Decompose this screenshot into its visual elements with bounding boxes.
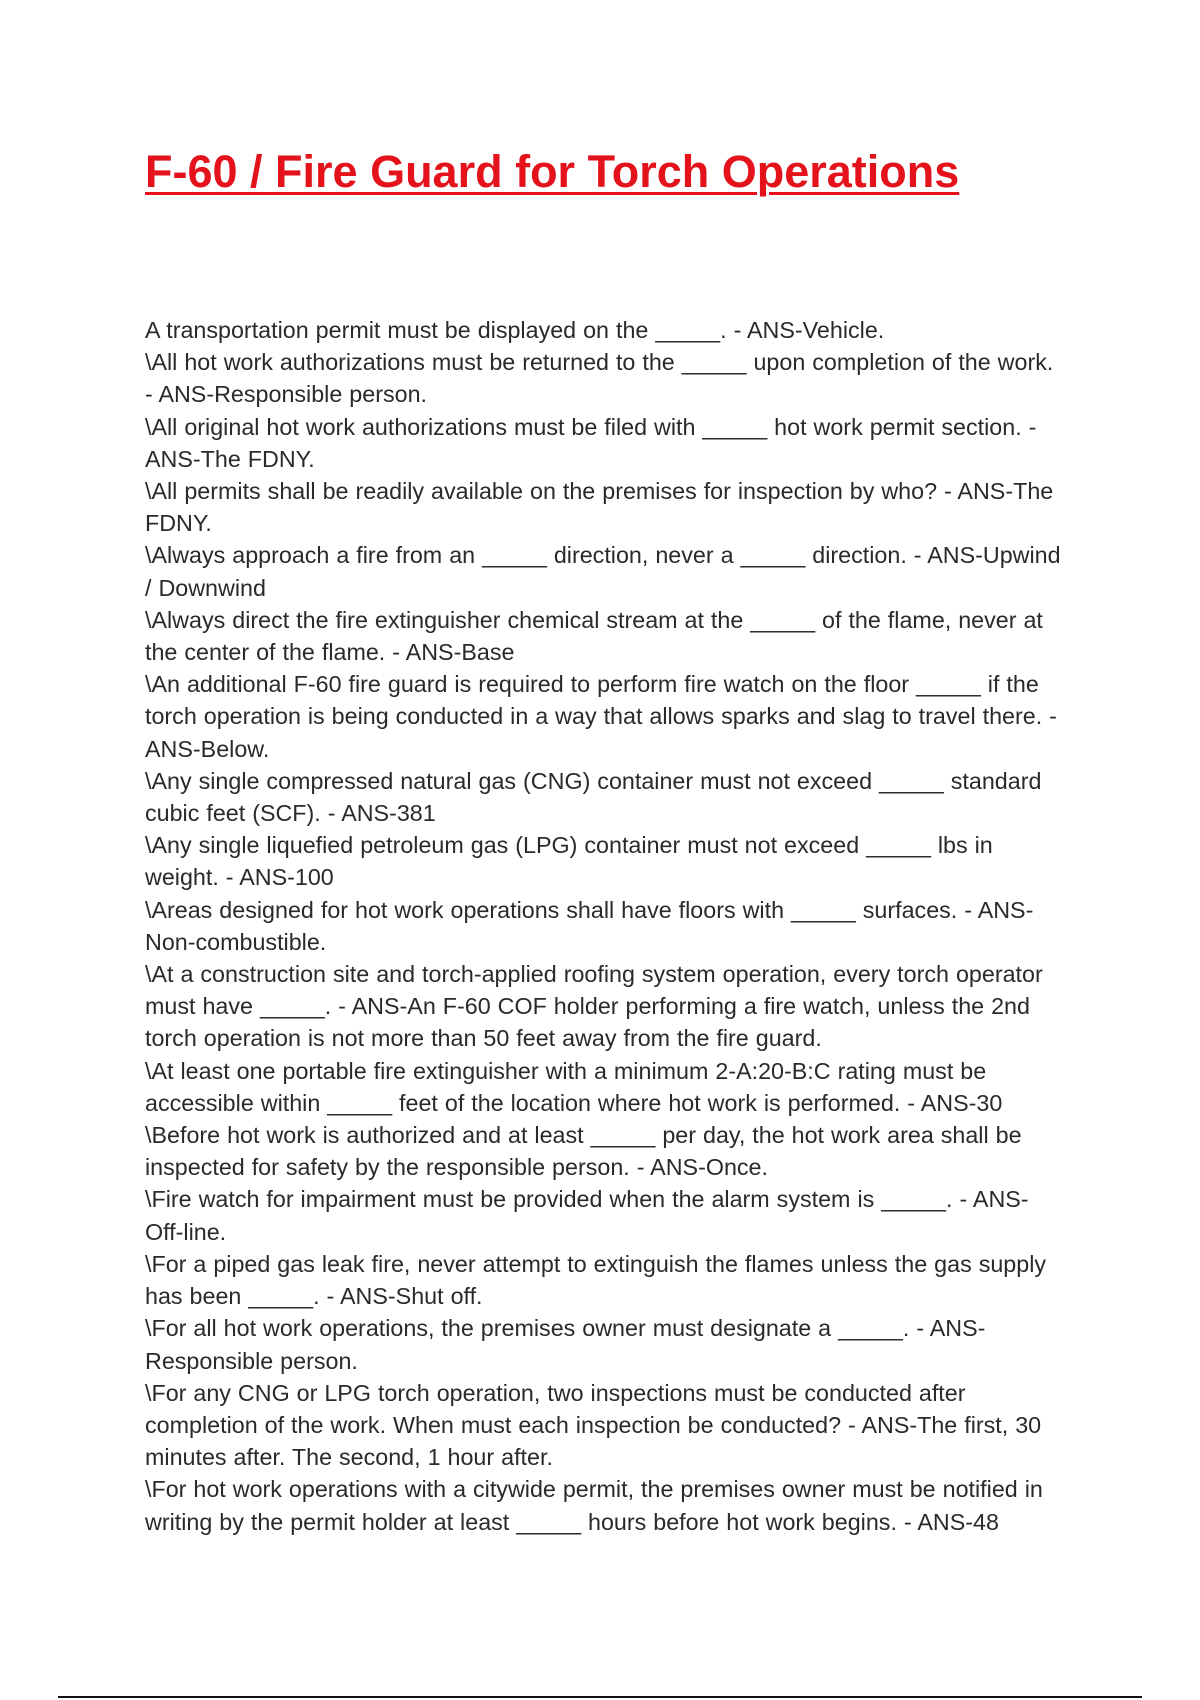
qa-item: \For a piped gas leak fire, never attempt to extinguish the flames unless the gas supply has been _____. - ANS-Shut off.	[145, 1250, 1047, 1310]
qa-item: A transportation permit must be displayed on the _____. - ANS-Vehicle.	[145, 317, 885, 343]
qa-item: \For any CNG or LPG torch operation, two inspections must be conducted after completion of the work. When must each inspection be conducted? - ANS-The first, 30 minutes after. The second, 1 hour after.	[145, 1379, 1042, 1471]
question-answer-list	[145, 314, 1065, 1538]
qa-item: \Before hot work is authorized and at least _____ per day, the hot work area shall be inspected for safety by the responsible person. - ANS-Once.	[145, 1122, 1022, 1181]
footer-divider	[58, 1696, 1142, 1698]
qa-item: \Areas designed for hot work operations shall have floors with _____ surfaces. - ANS-Non-combustible.	[145, 896, 1034, 955]
qa-item: \All original hot work authorizations must be filed with _____ hot work permit section. - ANS-The FDNY.	[145, 413, 1037, 472]
qa-item: \All permits shall be readily available on the premises for inspection by who? - ANS-The FDNY.	[145, 478, 1054, 537]
qa-item: \Always direct the fire extinguisher chemical stream at the _____ of the flame, never at the center of the flame. - ANS-Base	[145, 606, 1043, 666]
qa-item: \Any single liquefied petroleum gas (LPG) container must not exceed _____ lbs in weight. - ANS-100	[145, 832, 993, 891]
qa-item: \An additional F-60 fire guard is required to perform fire watch on the floor _____ if the torch operation is being conducted in a way that allows sparks and slag to travel there. - ANS-Below.	[145, 671, 1057, 762]
qa-item: \At a construction site and torch-applied roofing system operation, every torch operator must have _____. - ANS-An F-60 COF holder performing a fire watch, unless the 2nd torch operation is not more than 50 feet away from the fire guard.	[145, 961, 1043, 1052]
document-title: F-60 / Fire Guard for Torch Operations	[145, 146, 960, 197]
qa-item: \Fire watch for impairment must be provided when the alarm system is _____. - ANS-Off-line.	[145, 1186, 1029, 1245]
qa-item: \For all hot work operations, the premises owner must designate a _____. - ANS-Responsible person.	[145, 1315, 986, 1374]
qa-item: \Any single compressed natural gas (CNG) container must not exceed _____ standard cubic feet (SCF). - ANS-381	[145, 767, 1042, 827]
qa-item: \Always approach a fire from an _____ direction, never a _____ direction. - ANS-Upwind / Downwind	[145, 542, 1061, 601]
qa-item: \All hot work authorizations must be returned to the _____ upon completion of the work. - ANS-Responsible person.	[145, 349, 1054, 408]
qa-item: \For hot work operations with a citywide permit, the premises owner must be notified in writing by the permit holder at least _____ hours before hot work begins. - ANS-48	[145, 1476, 1043, 1535]
qa-item: \At least one portable fire extinguisher with a minimum 2-A:20-B:C rating must be accessible within _____ feet of the location where hot work is performed. - ANS-30	[145, 1057, 1003, 1116]
